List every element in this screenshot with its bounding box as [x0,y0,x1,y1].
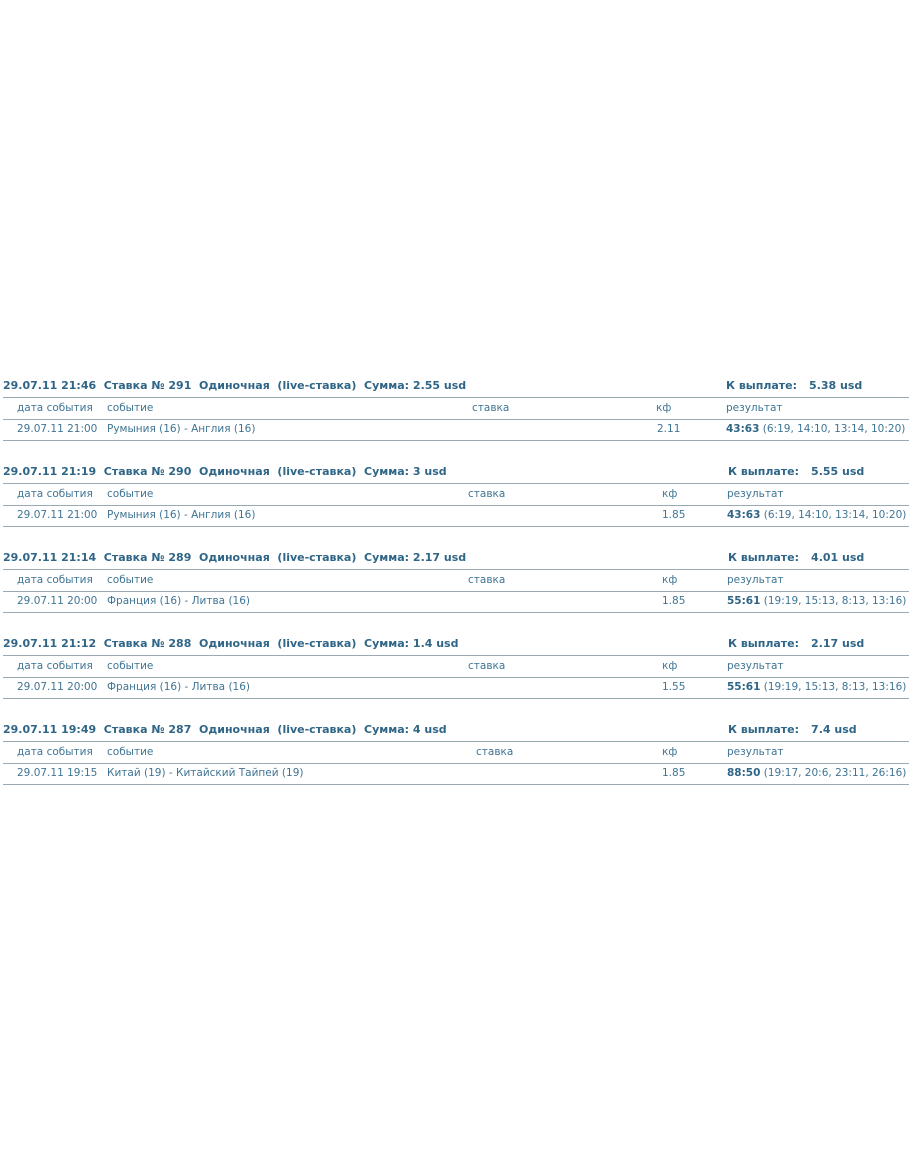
final-score: 55:61 [727,595,761,607]
col-kf-header: кф [662,746,678,758]
col-event-header: событие [107,402,154,414]
col-kf-header: кф [662,574,678,586]
bet-row [3,591,909,613]
column-header-row [3,569,909,592]
final-score: 43:63 [727,509,761,521]
payout-label: К выплате: [728,637,800,650]
bet-summary: 29.07.11 19:49 Ставка № 287 Одиночная (live-ставка) Сумма: 4 usd [3,723,447,736]
odds: 1.85 [662,509,686,521]
payout [728,720,857,740]
set-scores: (6:19, 14:10, 13:14, 10:20) [762,423,906,435]
col-stake-header: ставка [468,660,506,672]
event-name: Румыния (16) - Англия (16) [107,423,256,435]
event-date: 29.07.11 20:00 [17,681,98,693]
col-kf-header: кф [656,402,672,414]
final-score: 43:63 [726,423,760,435]
event-name: Франция (16) - Литва (16) [107,595,250,607]
column-header-row [3,655,909,678]
set-scores: (19:19, 15:13, 8:13, 13:16) [763,681,907,693]
result [727,505,906,526]
result [727,677,906,698]
column-header-row [3,741,909,764]
payout-value: 7.4 usd [811,723,857,736]
column-header-row [3,397,909,420]
bet-summary: 29.07.11 21:46 Ставка № 291 Одиночная (live-ставка) Сумма: 2.55 usd [3,379,467,392]
bet-row [3,419,909,441]
event-date: 29.07.11 20:00 [17,595,98,607]
payout [728,634,864,654]
event-date: 29.07.11 21:00 [17,423,98,435]
odds: 1.85 [662,595,686,607]
odds: 2.11 [657,423,681,435]
payout [728,462,864,482]
bet-summary: 29.07.11 21:19 Ставка № 290 Одиночная (live-ставка) Сумма: 3 usd [3,465,447,478]
col-date-header: дата события [17,574,93,586]
odds: 1.85 [662,767,686,779]
bet-summary: 29.07.11 21:14 Ставка № 289 Одиночная (live-ставка) Сумма: 2.17 usd [3,551,467,564]
col-stake-header: ставка [468,488,506,500]
payout [726,376,862,396]
event-date: 29.07.11 19:15 [17,767,98,779]
col-result-header: результат [727,574,784,586]
col-date-header: дата события [17,488,93,500]
col-event-header: событие [107,488,154,500]
bet-history-list [3,376,909,806]
set-scores: (19:17, 20:6, 23:11, 26:16) [763,767,907,779]
payout-label: К выплате: [726,379,798,392]
col-kf-header: кф [662,660,678,672]
payout-label: К выплате: [728,465,800,478]
bet-header [3,720,909,740]
bet-card [3,634,909,720]
column-header-row [3,483,909,506]
bet-card [3,720,909,806]
bet-row [3,677,909,699]
col-event-header: событие [107,746,154,758]
bet-header [3,462,909,482]
col-result-header: результат [727,660,784,672]
bet-header [3,548,909,568]
col-date-header: дата события [17,660,93,672]
payout-label: К выплате: [728,723,800,736]
set-scores: (19:19, 15:13, 8:13, 13:16) [763,595,907,607]
col-stake-header: ставка [476,746,514,758]
event-date: 29.07.11 21:00 [17,509,98,521]
col-event-header: событие [107,574,154,586]
result [727,591,906,612]
bet-card [3,376,909,462]
result [726,419,905,440]
payout-label: К выплате: [728,551,800,564]
event-name: Румыния (16) - Англия (16) [107,509,256,521]
set-scores: (6:19, 14:10, 13:14, 10:20) [763,509,907,521]
result [727,763,906,784]
event-name: Франция (16) - Литва (16) [107,681,250,693]
bet-card [3,462,909,548]
col-result-header: результат [727,488,784,500]
bet-row [3,763,909,785]
final-score: 55:61 [727,681,761,693]
event-name: Китай (19) - Китайский Тайпей (19) [107,767,304,779]
col-kf-header: кф [662,488,678,500]
bet-header [3,634,909,654]
payout-value: 2.17 usd [811,637,865,650]
payout [728,548,864,568]
bet-card [3,548,909,634]
bet-summary: 29.07.11 21:12 Ставка № 288 Одиночная (live-ставка) Сумма: 1.4 usd [3,637,459,650]
final-score: 88:50 [727,767,761,779]
bet-row [3,505,909,527]
odds: 1.55 [662,681,686,693]
col-date-header: дата события [17,746,93,758]
bet-header [3,376,909,396]
col-date-header: дата события [17,402,93,414]
payout-value: 5.55 usd [811,465,865,478]
col-result-header: результат [727,746,784,758]
col-event-header: событие [107,660,154,672]
payout-value: 4.01 usd [811,551,865,564]
col-stake-header: ставка [472,402,510,414]
col-result-header: результат [726,402,783,414]
payout-value: 5.38 usd [809,379,863,392]
col-stake-header: ставка [468,574,506,586]
